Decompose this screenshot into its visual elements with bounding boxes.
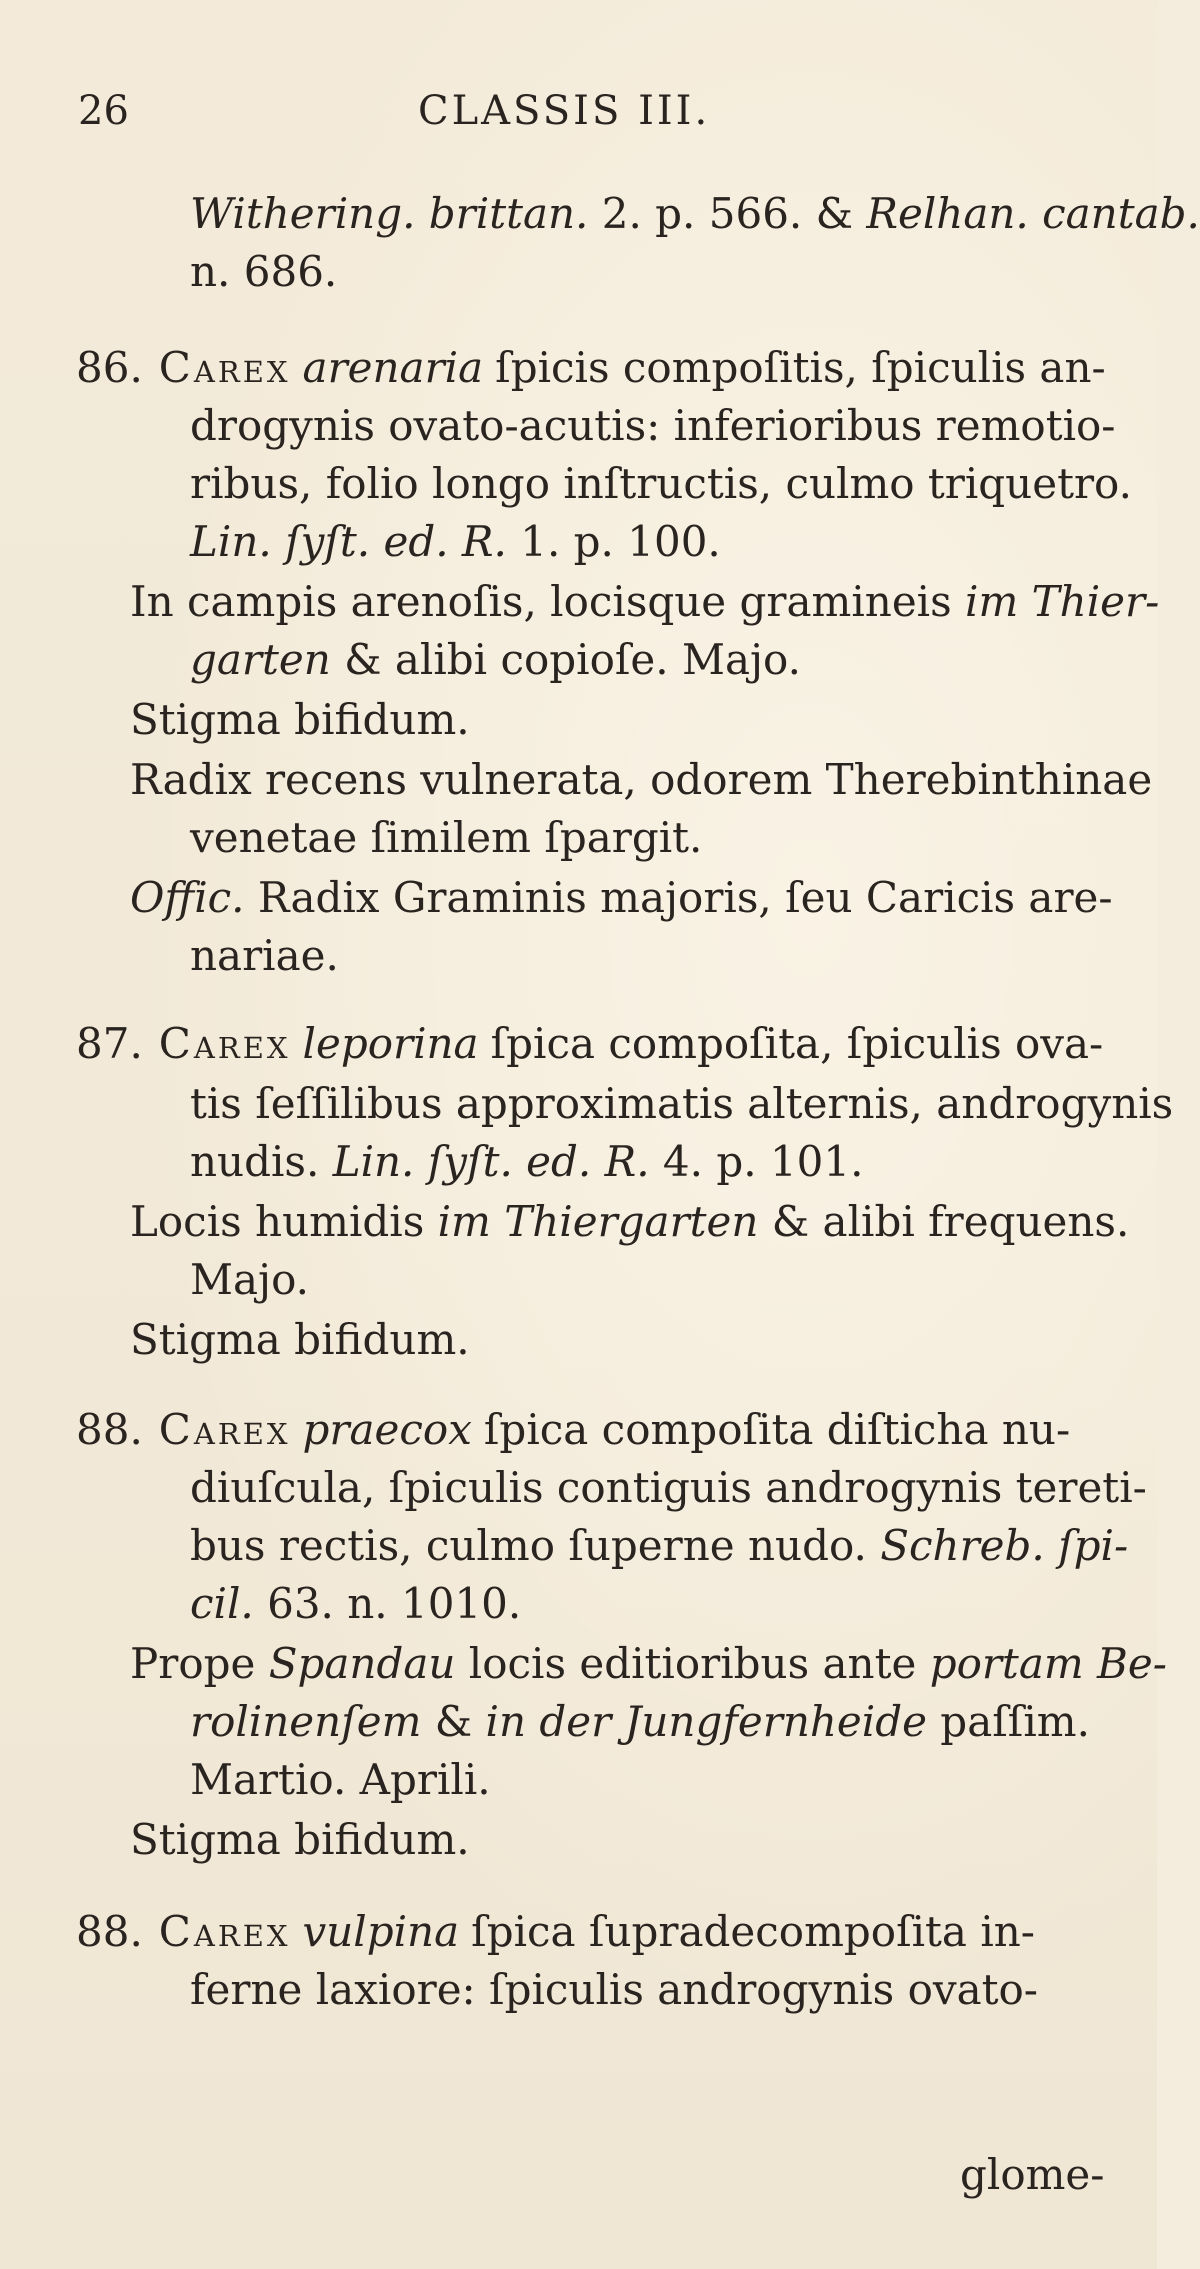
text-line [190, 246, 337, 298]
genus-name: Carex [158, 1019, 291, 1068]
text-fragment: ſpica ſupradecompoſita in- [471, 1907, 1035, 1956]
genus-name: Carex [158, 1405, 291, 1454]
text-line [130, 754, 1152, 806]
species-name: vulpina [302, 1907, 460, 1956]
text-fragment: nariae. [190, 931, 339, 980]
text-line [190, 930, 339, 982]
text-fragment: Majo. [190, 1255, 309, 1304]
text-fragment: In campis arenoſis, locisque gramineis [130, 577, 966, 626]
text-fragment: nudis. [190, 1137, 333, 1186]
italic-text: Relhan. cantab. [866, 189, 1200, 238]
text-fragment: ſpicis compoſitis, ſpiculis an- [495, 343, 1106, 392]
text-fragment: venetae ſimilem ſpargit. [190, 813, 703, 862]
text-fragment: & alibi copioſe. Majo. [330, 635, 801, 684]
running-title: CLASSIS III. [418, 88, 711, 134]
italic-text: im Thier- [965, 577, 1160, 626]
page-header [78, 88, 1097, 148]
page-number: 26 [78, 88, 129, 134]
text-line [190, 1578, 521, 1630]
genus-name: Carex [158, 1907, 291, 1956]
italic-text: rolinenſem [190, 1697, 422, 1746]
text-fragment: Stigma bifidum. [130, 695, 470, 744]
text-fragment: Locis humidis [130, 1197, 438, 1246]
text-fragment: ribus, folio longo inſtructis, culmo triquetro. [190, 459, 1132, 508]
text-fragment: tis ſeſſilibus approximatis alternis, androgynis [190, 1079, 1174, 1128]
text-line [76, 1018, 1103, 1070]
text-fragment: ferne laxiore: ſpiculis androgynis ovato- [190, 1965, 1038, 2014]
text-fragment: Stigma bifidum. [130, 1315, 470, 1364]
entry-number: 87. [76, 1019, 143, 1068]
text-fragment: Stigma bifidum. [130, 1815, 470, 1864]
text-fragment: 63. n. 1010. [253, 1579, 522, 1628]
species-name: leporina [302, 1019, 479, 1068]
text-line [130, 576, 1159, 628]
text-line [130, 872, 1113, 924]
text-fragment: 1. p. 100. [506, 517, 721, 566]
text-line [130, 1314, 470, 1366]
italic-text: Schreb. ſpi- [880, 1521, 1129, 1570]
text-fragment: Radix recens vulnerata, odorem Therebinthinae [130, 755, 1153, 804]
text-fragment: 2. p. 566. & [588, 189, 867, 238]
italic-text: in der Jungfernheide [485, 1697, 927, 1746]
text-line [190, 516, 721, 568]
text-line [190, 634, 801, 686]
entry-number: 88. [76, 1907, 143, 1956]
text-fragment: & alibi frequens. [758, 1197, 1130, 1246]
text-line [190, 812, 702, 864]
text-line [76, 342, 1106, 394]
text-line [190, 1520, 1128, 1572]
text-line [190, 188, 1200, 240]
text-fragment: drogynis ovato-acutis: inferioribus remotio- [190, 401, 1116, 450]
italic-text: cil. [190, 1579, 254, 1628]
text-line [130, 1638, 1167, 1690]
catchword: glome- [960, 2150, 1105, 2199]
text-line [190, 1254, 309, 1306]
text-fragment: 4. p. 101. [649, 1137, 864, 1186]
text-fragment: locis editioribus ante [455, 1639, 930, 1688]
text-line [76, 1906, 1035, 1958]
text-line [190, 1964, 1038, 2016]
genus-name: Carex [158, 343, 291, 392]
text-fragment: Martio. Aprili. [190, 1755, 491, 1804]
text-fragment: & [421, 1697, 486, 1746]
text-fragment: Prope [130, 1639, 269, 1688]
italic-text: garten [190, 635, 331, 684]
text-fragment: ſpica compoſita, ſpiculis ova- [490, 1019, 1104, 1068]
italic-text: portam Be- [929, 1639, 1167, 1688]
text-line [190, 400, 1116, 452]
text-line [190, 1462, 1147, 1514]
text-line [190, 1754, 491, 1806]
text-line [76, 1404, 1070, 1456]
text-fragment: paſſim. [926, 1697, 1090, 1746]
text-line [190, 1696, 1090, 1748]
italic-text: im Thiergarten [437, 1197, 759, 1246]
text-line [130, 694, 470, 746]
entry-number: 88. [76, 1405, 143, 1454]
text-line [190, 458, 1132, 510]
species-name: praecox [302, 1405, 472, 1454]
species-name: arenaria [302, 343, 484, 392]
entry-number: 86. [76, 343, 143, 392]
text-line [190, 1136, 863, 1188]
text-fragment: Radix Graminis majoris, ſeu Caricis are- [244, 873, 1113, 922]
italic-text: Withering. brittan. [190, 189, 589, 238]
text-line [130, 1196, 1129, 1248]
italic-text: Lin. ſyſt. ed. R. [332, 1137, 650, 1186]
text-fragment: bus rectis, culmo ſuperne nudo. [190, 1521, 881, 1570]
text-fragment: n. 686. [190, 247, 338, 296]
text-fragment: ſpica compoſita diſticha nu- [483, 1405, 1071, 1454]
italic-text: Spandau [268, 1639, 456, 1688]
text-fragment: diuſcula, ſpiculis contiguis androgynis tereti- [190, 1463, 1147, 1512]
text-line [190, 1078, 1173, 1130]
italic-text: Lin. ſyſt. ed. R. [190, 517, 507, 566]
text-line [130, 1814, 470, 1866]
italic-text: Offic. [130, 873, 245, 922]
